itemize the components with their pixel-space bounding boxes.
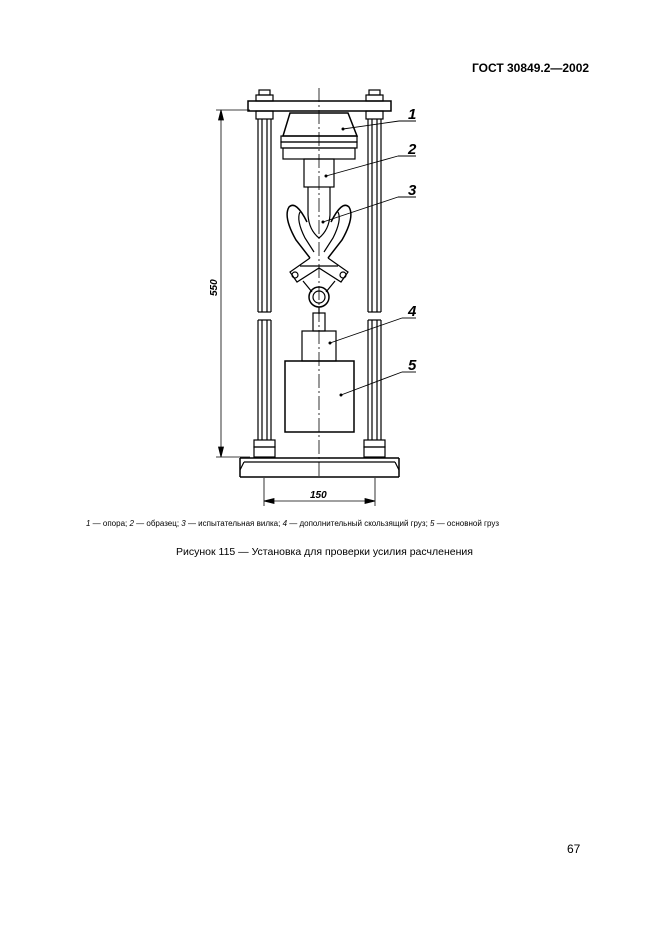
callout-2: 2 (408, 141, 417, 158)
dimension-width-label: 150 (310, 490, 327, 501)
legend-text-3: — испытательная вилка; (185, 519, 283, 528)
callout-4: 4 (408, 303, 417, 320)
page-number: 67 (567, 842, 581, 856)
left-column (258, 119, 271, 440)
legend-num-5: 5 (430, 519, 435, 528)
main-weight-part-5 (285, 361, 354, 432)
legend-text-5: — основной груз (434, 519, 499, 528)
legend-num-1: 1 (86, 519, 91, 528)
legend-text-2: — образец; (133, 519, 182, 528)
standard-header: ГОСТ 30849.2—2002 (472, 61, 590, 75)
callout-1: 1 (408, 106, 417, 123)
top-plate (248, 101, 391, 111)
callout-5: 5 (408, 357, 417, 374)
legend-num-4: 4 (282, 519, 288, 528)
legend-num-3: 3 (181, 519, 186, 528)
figure-legend (86, 519, 499, 528)
legend-text-1: — опора; (90, 519, 130, 528)
dimension-height-label: 550 (209, 279, 220, 296)
dimension-height (216, 110, 250, 457)
legend-text-4: — дополнительный скользящий груз; (287, 519, 431, 528)
callout-3: 3 (408, 182, 417, 199)
right-column (368, 119, 381, 440)
base-plate (240, 458, 399, 477)
legend-num-2: 2 (129, 519, 134, 528)
figure-caption: Рисунок 115 — Установка для проверки усилия расчленения (176, 546, 473, 558)
